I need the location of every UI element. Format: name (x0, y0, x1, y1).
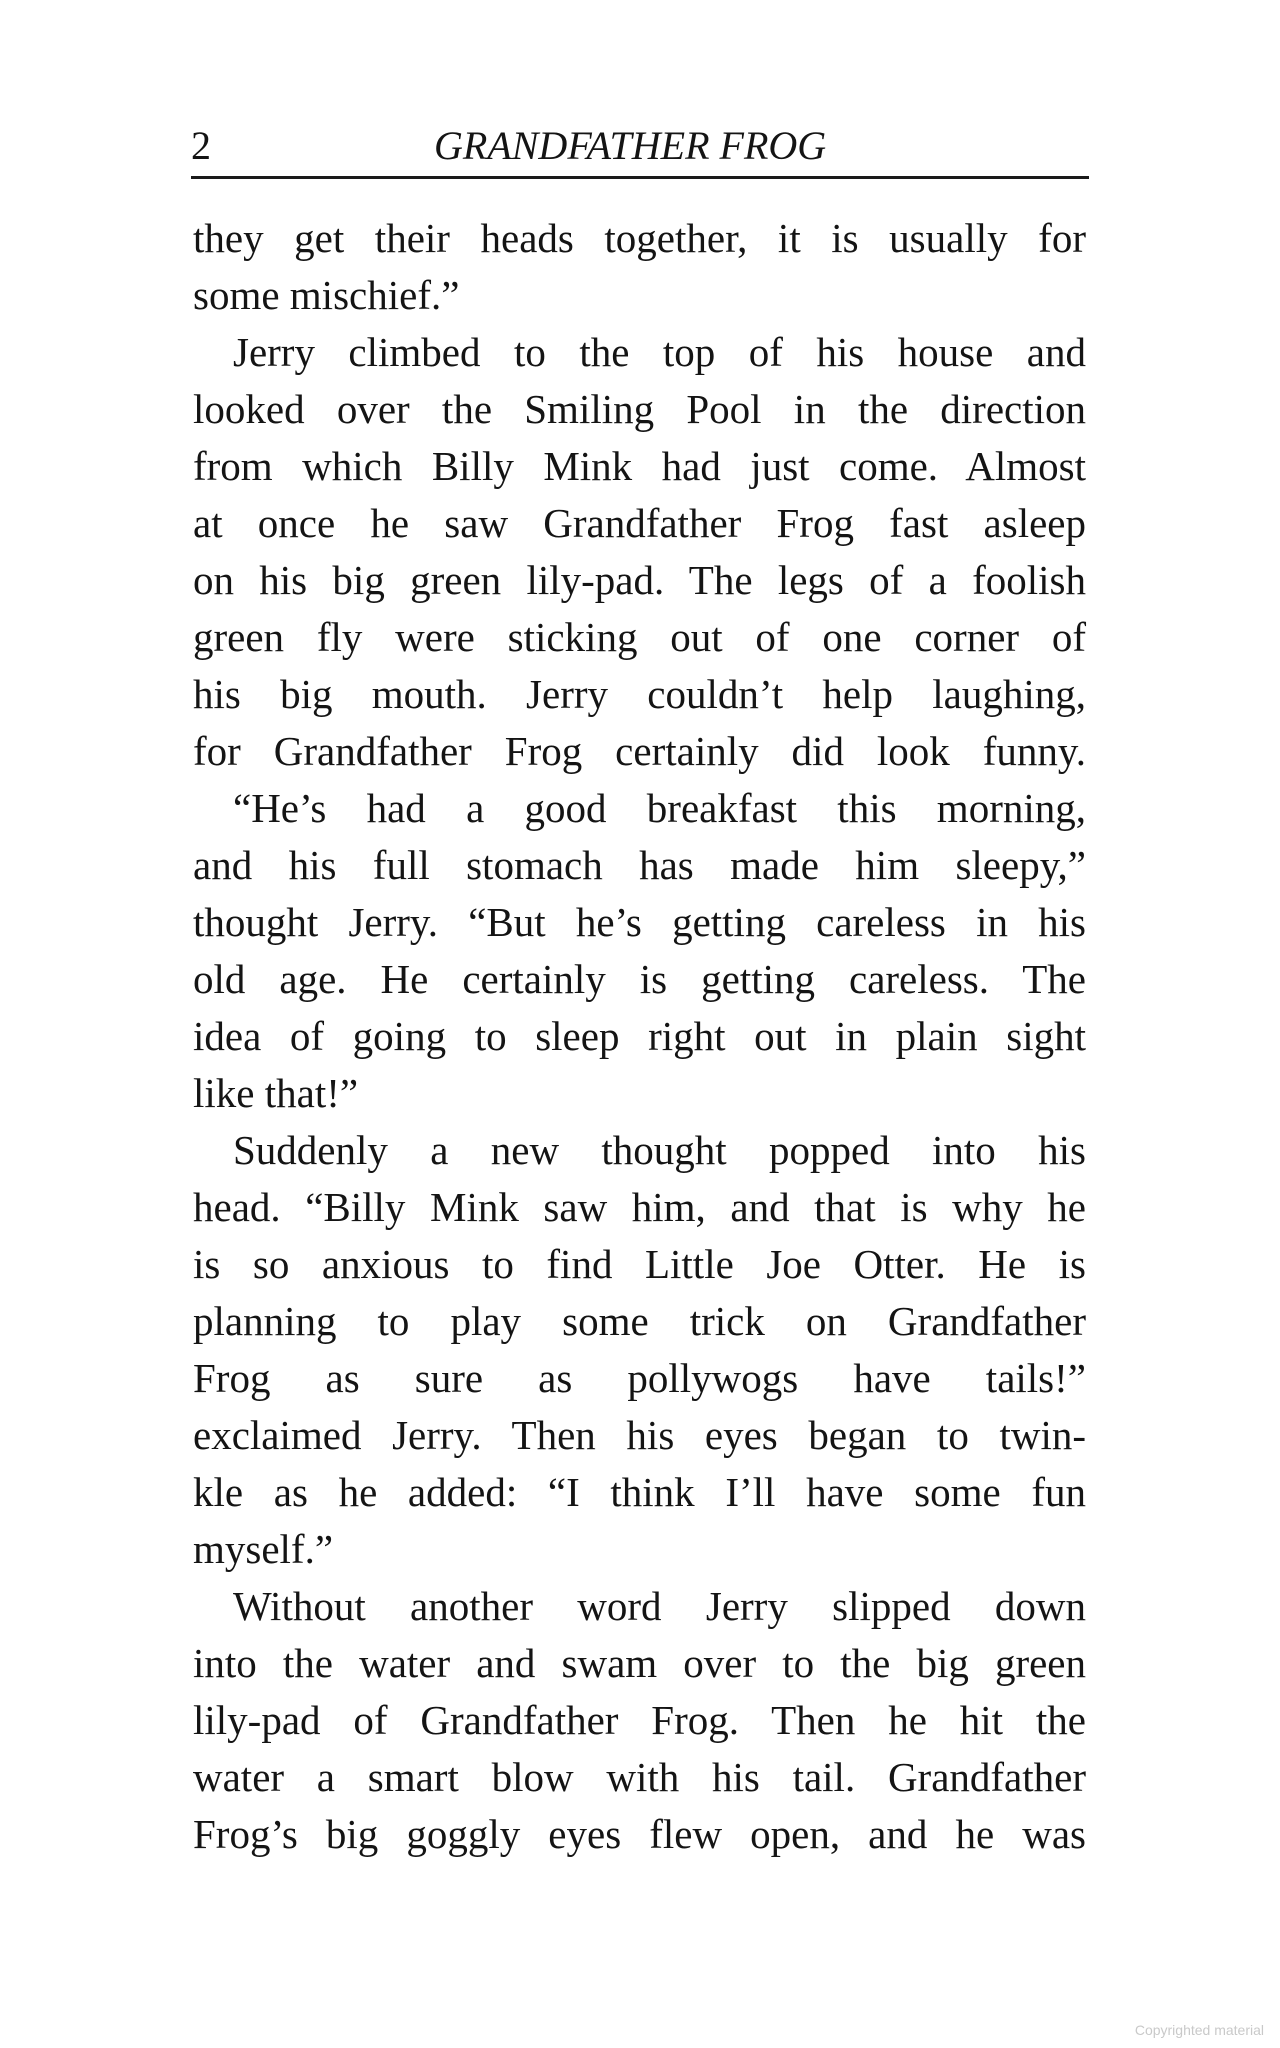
running-header (191, 118, 1089, 178)
text-line: myself.” (193, 1526, 334, 1572)
page-number: 2 (191, 123, 211, 168)
body-text (193, 210, 1086, 1863)
text-line: planning to play some trick on Grandfather (193, 1298, 1086, 1344)
text-line: green fly were sticking out of one corner of (193, 614, 1086, 660)
text-line: his big mouth. Jerry couldn’t help laughing, (193, 671, 1086, 717)
text-line: looked over the Smiling Pool in the direction (193, 386, 1086, 432)
text-line: lily-pad of Grandfather Frog. Then he hit the (193, 1697, 1086, 1743)
text-line: kle as he added: “I think I’ll have some fun (193, 1469, 1086, 1515)
text-line: “He’s had a good breakfast this morning, (233, 785, 1086, 831)
header-rule (191, 176, 1089, 179)
text-line: thought Jerry. “But he’s getting careless in his (193, 899, 1086, 945)
text-line: some mischief.” (193, 272, 460, 318)
copyright-notice: Copyrighted material (1134, 2022, 1264, 2038)
text-line: Jerry climbed to the top of his house and (233, 329, 1086, 375)
text-line: they get their heads together, it is usually for (193, 215, 1086, 261)
text-line: for Grandfather Frog certainly did look funny. (193, 728, 1086, 774)
text-line: Without another word Jerry slipped down (233, 1583, 1086, 1629)
text-line: on his big green lily-pad. The legs of a foolish (193, 557, 1086, 603)
text-line: Frog’s big goggly eyes flew open, and he was (193, 1811, 1086, 1857)
text-line: water a smart blow with his tail. Grandfather (193, 1754, 1086, 1800)
running-title: GRANDFATHER FROG (434, 123, 827, 168)
text-line: is so anxious to find Little Joe Otter. He is (193, 1241, 1086, 1287)
text-line: into the water and swam over to the big green (193, 1640, 1086, 1686)
text-line: at once he saw Grandfather Frog fast asleep (193, 500, 1086, 546)
text-line: exclaimed Jerry. Then his eyes began to twin- (193, 1412, 1086, 1458)
text-line: head. “Billy Mink saw him, and that is why he (193, 1184, 1086, 1230)
text-line: and his full stomach has made him sleepy,” (193, 842, 1086, 888)
text-line: old age. He certainly is getting careless. The (193, 956, 1086, 1002)
text-line: like that!” (193, 1070, 359, 1116)
text-line: Suddenly a new thought popped into his (233, 1127, 1086, 1173)
text-line: Frog as sure as pollywogs have tails!” (193, 1355, 1086, 1401)
text-line: from which Billy Mink had just come. Almost (193, 443, 1086, 489)
text-line: idea of going to sleep right out in plain sight (193, 1013, 1086, 1059)
